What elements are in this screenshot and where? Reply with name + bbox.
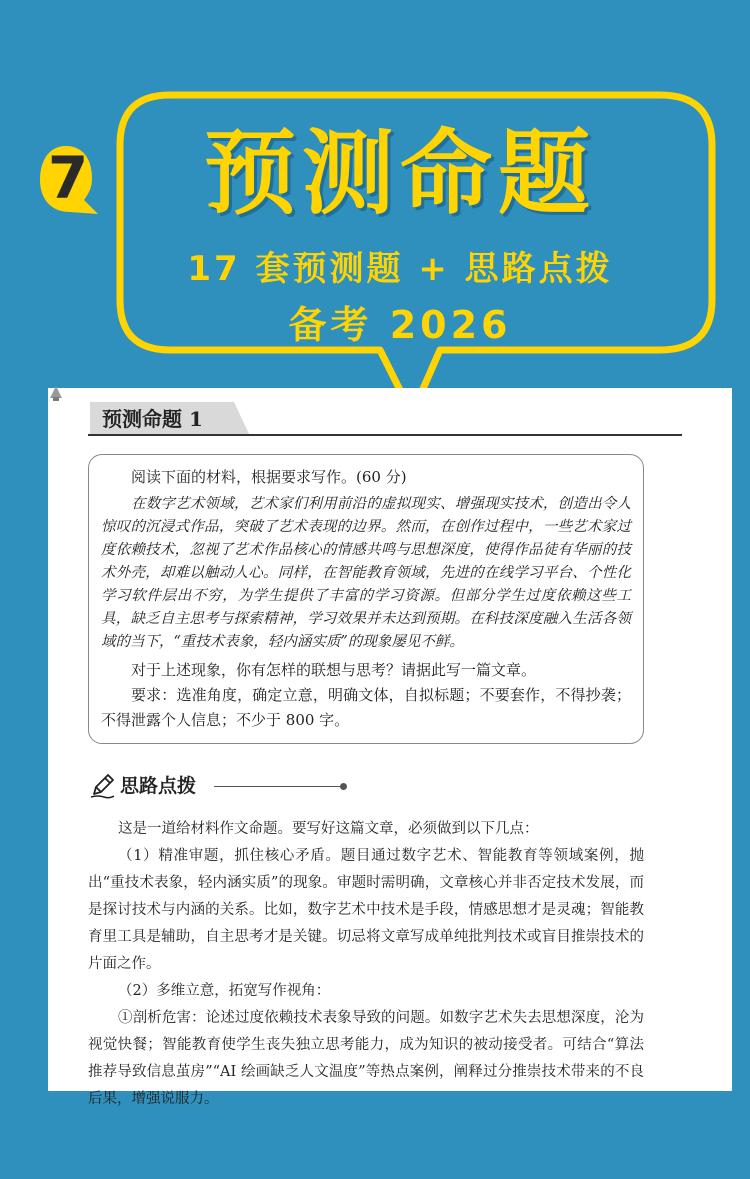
tips-divider bbox=[214, 786, 342, 787]
exam-year-label: 备考 2026 bbox=[288, 303, 512, 347]
pin-icon bbox=[48, 386, 64, 402]
question-prompt: 对于上述现象，你有怎样的联想与思考？请据此写一篇文章。 bbox=[131, 661, 537, 679]
question-box bbox=[88, 454, 644, 744]
question-instruction: 阅读下面的材料，根据要求写作。(60 分) bbox=[131, 468, 407, 486]
tips-heading bbox=[88, 770, 368, 802]
question-requirements: 要求：选准角度，确定立意，明确文体，自拟标题；不要套作，不得抄袭；不得泄露个人信息；不少于 800 字。 bbox=[101, 686, 631, 729]
section-divider bbox=[88, 434, 682, 436]
badge-number: 7 bbox=[47, 144, 89, 212]
tips-paragraph: ①剖析危害：论述过度依赖技术表象导致的问题。如数字艺术失去思想深度，沦为视觉快餐；智能教育使学生丧失独立思考能力，成为知识的被动接受者。可结合“算法推荐导致信息茧房”“AI 绘画缺乏人文温度”等热点案例，阐释过分推崇技术带来的不良后果，增强说服力。 bbox=[88, 1010, 644, 1107]
page-subtitle: 17 套预测题 + 思路点拨 bbox=[187, 249, 613, 289]
tips-divider-dot bbox=[340, 783, 347, 790]
tips-paragraph: （1）精准审题，抓住核心矛盾。题目通过数字艺术、智能教育等领域案例，抛出“重技术表象，轻内涵实质”的现象。审题时需明确，文章核心并非否定技术发展，而是探讨技术与内涵的关系。比如，数字艺术中技术是手段，情感思想才是灵魂；智能教育里工具是辅助，自主思考才是关键。切忌将文章写成单纯批判技术或盲目推崇技术的片面之作。 bbox=[88, 848, 644, 972]
page-title: 预测命题 bbox=[203, 120, 596, 227]
pencil-icon bbox=[88, 772, 116, 800]
tips-paragraph: 这是一道给材料作文命题。要写好这篇文章，必须做到以下几点： bbox=[118, 821, 539, 837]
question-material: 在数字艺术领域，艺术家们利用前沿的虚拟现实、增强现实技术，创造出令人惊叹的沉浸式作品，突破了艺术表现的边界。然而，在创作过程中，一些艺术家过度依赖技术，忽视了艺术作品核心的情感共鸣与思想深度，使得作品徒有华丽的技术外壳，却难以触动人心。同样，在智能教育领域，先进的在线学习平台、个性化学习软件层出不穷，为学生提供了丰富的学习资源。但部分学生过度依赖这些工具，缺乏自主思考与探索精神，学习效果并未达到预期。在科技深度融入生活各领域的当下，“重技术表象，轻内涵实质”的现象屡见不鲜。 bbox=[101, 496, 631, 650]
tips-title: 思路点拨 bbox=[120, 775, 197, 797]
section-title: 预测命题 1 bbox=[102, 407, 203, 431]
tips-body bbox=[88, 816, 644, 1113]
tips-paragraph: （2）多维立意，拓宽写作视角： bbox=[118, 983, 331, 999]
